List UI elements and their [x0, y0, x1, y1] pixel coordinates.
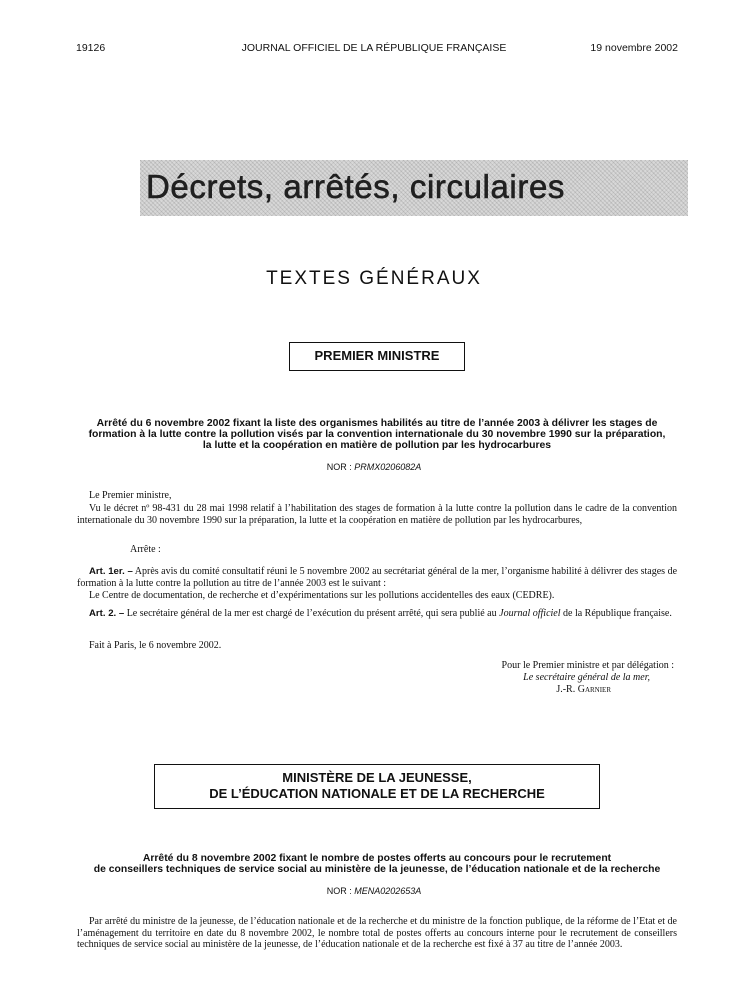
- journal-title: JOURNAL OFFICIEL DE LA RÉPUBLIQUE FRANÇAISE: [241, 42, 507, 54]
- signature-line-1: Pour le Premier ministre et par délégation :: [501, 660, 674, 671]
- article-1-label: Art. 1er. –: [89, 566, 133, 577]
- decree-title-line: de conseillers techniques de service social au ministère de la jeunesse, de l’éducation nationale et de la recherche: [93, 864, 661, 875]
- nor-reference-1: [0, 462, 748, 472]
- article-1-text: Après avis du comité consultatif réuni le 5 novembre 2002 au secrétariat général de la mer, l’organisme habilité à délivrer des stages de formation à la lutte contre la pollution au titre de l’année 2003 est le suivant :: [77, 566, 678, 589]
- decree-2-body: Par arrêté du ministre de la jeunesse, de l’éducation nationale et de la recherche et du ministre de la fonction publique, de la réforme de l’Etat et de l’aménagement du territoire en date du 8 novembre 2002, le nombre total de postes offerts au concours interne pour le recrutement de conseillers techniques de service social au ministère de la jeunesse, de l’éducation nationale et de la recherche est fixé à 37 au titre de l’année 2003.: [77, 916, 677, 950]
- article-2-label: Art. 2. –: [89, 608, 125, 619]
- decree-title-line: la lutte et la coopération en matière de pollution par les hydrocarbures: [202, 440, 552, 451]
- signatory-name: J.-R. Garnier: [556, 684, 611, 695]
- section-heading: TEXTES GÉNÉRAUX: [266, 268, 482, 289]
- page-number: 19126: [76, 42, 106, 54]
- preamble-intro: Le Premier ministre,: [89, 490, 172, 501]
- decree-title-line: formation à la lutte contre la pollution visés par la convention internationale du 30 novembre 1990 sur la préparation,: [88, 429, 666, 440]
- arrete-word: Arrête :: [130, 544, 161, 555]
- journal-officiel-ref: Journal officiel: [499, 608, 561, 619]
- title-banner: [140, 160, 688, 216]
- ministry-box-premier-ministre: [289, 342, 465, 371]
- ministry-name-line: DE L’ÉDUCATION NATIONALE ET DE LA RECHERCHE: [209, 786, 545, 801]
- decree-title-line: Arrêté du 6 novembre 2002 fixant la liste des organismes habilités au titre de l’année 2003 à délivrer les stages de: [96, 418, 658, 429]
- article-2: [77, 608, 677, 620]
- issue-date: 19 novembre 2002: [590, 42, 678, 54]
- signature-line-2: Le secrétaire général de la mer,: [523, 672, 650, 683]
- nor-label: NOR :: [326, 462, 352, 472]
- fait-a-paris: Fait à Paris, le 6 novembre 2002.: [89, 640, 222, 651]
- banner-title: Décrets, arrêtés, circulaires: [146, 168, 566, 205]
- nor-reference-2: [0, 886, 748, 896]
- ministry-box-jeunesse: [154, 764, 600, 809]
- ministry-name: PREMIER MINISTRE: [314, 348, 440, 363]
- decree-title-line: Arrêté du 8 novembre 2002 fixant le nombre de postes offerts au concours pour le recrutement: [142, 853, 612, 864]
- decree-title-2: [74, 853, 680, 875]
- nor-code: MENA0202653A: [354, 886, 422, 896]
- article-1: [77, 566, 677, 589]
- nor-label: NOR :: [326, 886, 352, 896]
- ministry-name-line: MINISTÈRE DE LA JEUNESSE,: [282, 770, 472, 785]
- article-2-text: Le secrétaire général de la mer est chargé de l’exécution du présent arrêté, qui sera publié au: [126, 608, 497, 619]
- nor-code: PRMX0206082A: [354, 462, 422, 472]
- article-1-item: Le Centre de documentation, de recherche et d’expérimentations sur les pollutions accidentelles des eaux (CEDRE).: [89, 590, 555, 601]
- preamble-visa: Vu le décret nº 98-431 du 28 mai 1998 relatif à l’habilitation des stages de formation à la lutte contre la pollution dans le cadre de la convention internationale du 30 novembre 1990 sur la préparation, la lutte et la coopération en matière de pollution par les hydrocarbures,: [77, 503, 677, 526]
- decree-title-1: [74, 418, 680, 451]
- article-2-text-end: de la République française.: [563, 608, 672, 619]
